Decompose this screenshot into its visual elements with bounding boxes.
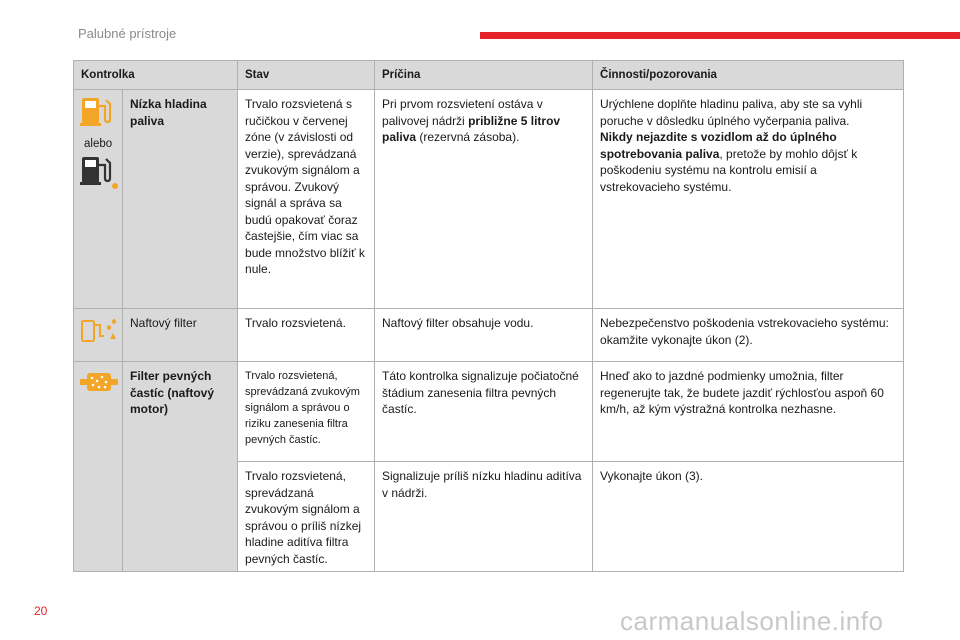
header-stav: Stav [238, 61, 375, 90]
pricina-text-end: (rezervná zásoba). [416, 130, 520, 144]
table-row-low-fuel [74, 90, 904, 309]
pricina-cell [375, 90, 593, 309]
watermark: carmanualsonline.info [620, 606, 884, 636]
table-header-row [74, 61, 904, 90]
cinnosti-text: Urýchlene doplňte hladinu paliva, aby ste sa vyhli poruche v dôsledku úplného vyčerpania paliva. [600, 97, 863, 128]
icon-cell [74, 309, 123, 362]
cinnosti-cell: Vykonajte úkon (3). [593, 462, 904, 572]
stav-cell: Trvalo rozsvietená, sprevádzaná zvukovým signálom a správou o riziku zanesenia filtra pevných častíc. [238, 362, 375, 462]
stav-cell: Trvalo rozsvietená. [238, 309, 375, 362]
water-in-diesel-filter-icon [80, 317, 118, 343]
fuel-pump-warning-icon [80, 153, 120, 191]
page-number: 20 [34, 604, 48, 618]
pricina-cell: Naftový filter obsahuje vodu. [375, 309, 593, 362]
table-row-particle-filter [74, 362, 904, 462]
warning-name: Naftový filter [123, 309, 238, 362]
stav-cell: Trvalo rozsvietená, sprevádzaná zvukovým signálom a správou o príliš nízkej hladine aditíva filtra pevných častíc. [238, 462, 375, 572]
icon-cell [74, 362, 123, 572]
cinnosti-cell: Nebezpečenstvo poškodenia vstrekovacieho systému: okamžite vykonajte úkon (2). [593, 309, 904, 362]
header-pricina: Príčina [375, 61, 593, 90]
table-row-diesel-filter [74, 309, 904, 362]
icon-separator-text: alebo [84, 138, 113, 150]
pricina-emphasis: približne 5 litrov paliva [382, 113, 561, 144]
cinnosti-text-end: , pretože by mohlo dôjsť k poškodeniu systému na kontrolu emisií a vstrekovacieho systému. [600, 146, 858, 194]
warning-name: Filter pevných častíc (naftový motor) [123, 362, 238, 572]
cinnosti-cell: Hneď ako to jazdné podmienky umožnia, filter regenerujte tak, že budete jazdiť rýchlosťou aspoň 60 km/h, až kým výstražná kontrolka nezhasne. [593, 362, 904, 462]
particle-filter-icon [80, 370, 118, 394]
fuel-pump-icon [80, 94, 114, 128]
pricina-cell: Táto kontrolka signalizuje počiatočné štádium zanesenia filtra pevných častíc. [375, 362, 593, 462]
section-title: Palubné prístroje [78, 26, 177, 41]
header-kontrolka: Kontrolka [74, 61, 238, 90]
cinnosti-emphasis: Nikdy nejazdite s vozidlom až do úplného spotrebovania paliva [600, 130, 837, 161]
warning-name: Nízka hladina paliva [123, 90, 238, 309]
pricina-cell: Signalizuje príliš nízku hladinu aditíva v nádrži. [375, 462, 593, 572]
cinnosti-cell [593, 90, 904, 309]
pricina-text: Pri prvom rozsvietení ostáva v palivovej nádrži [382, 97, 543, 128]
header-cinnosti: Činnosti/pozorovania [593, 61, 904, 90]
stav-cell: Trvalo rozsvietená s ručičkou v červenej zóne (v závislosti od verzie), sprevádzaná zvukovým signálom a správou. Zvukový signál a správa sa budú opakovať čoraz častejšie, čím viac sa bude množstvo blížiť k nule. [238, 90, 375, 309]
header-accent-bar [480, 32, 960, 39]
warning-lights-table [73, 60, 904, 572]
icon-cell [74, 90, 123, 309]
